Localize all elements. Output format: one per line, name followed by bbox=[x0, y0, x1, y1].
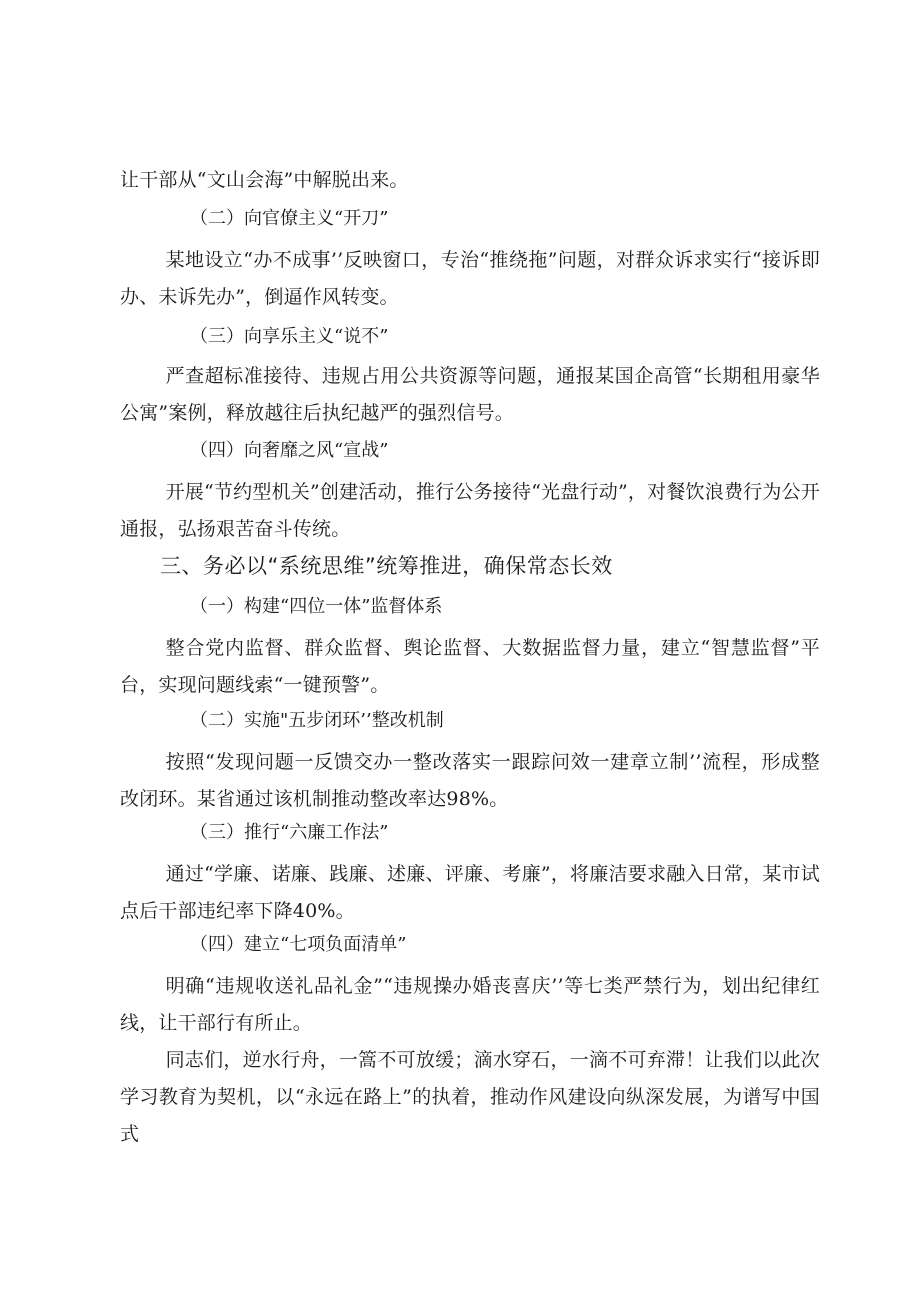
paragraph-closing: 同志们，逆水行舟，一篙不可放缓；滴水穿石，一滴不可弃滞！让我们以此次学习教育为契机，以“永远在路上”的执着，推动作风建设向纵深发展，为谱写中国式 bbox=[120, 1049, 820, 1145]
paragraph-integrity-method: 通过“学廉、诺廉、践廉、述廉、评廉、考廉”，将廉洁要求融入日常，某市试点后干部违纪率下降40%。 bbox=[120, 863, 820, 922]
paragraph-continuation: 让干部从“文山会海”中解脱出来。 bbox=[120, 169, 409, 191]
paragraph-negative-list: 明确“违规收送礼品礼金”“违规操办婚丧喜庆’’等七类严禁行为，划出纪律红线，让干部行有所止。 bbox=[120, 975, 820, 1034]
section-heading-systems-thinking: 三、务必以“系统思维”统筹推进，确保常态长效 bbox=[160, 554, 613, 578]
subheading-supervision-system: （一）构建“四位一体”监督体系 bbox=[190, 596, 443, 617]
paragraph-anti-hedonism: 严查超标准接待、违规占用公共资源等问题，通报某国企高管“长期租用豪华公寓”案例，释放越往后执纪越严的强烈信号。 bbox=[120, 365, 820, 424]
subheading-integrity-method: （三）推行“六廉工作法” bbox=[190, 822, 389, 843]
paragraph-rectification-mechanism: 按照“发现问题一反馈交办一整改落实一跟踪问效一建章立制’’流程，形成整改闭环。某省通过该机制推动整改率达98%。 bbox=[120, 751, 820, 810]
subheading-anti-hedonism: （三）向享乐主义“说不” bbox=[190, 326, 389, 347]
paragraph-anti-extravagance: 开展“节约型机关”创建活动，推行公务接待“光盘行动”，对餐饮浪费行为公开通报，弘扬艰苦奋斗传统。 bbox=[120, 481, 820, 540]
paragraph-supervision-system: 整合党内监督、群众监督、舆论监督、大数据监督力量，建立“智慧监督”平台，实现问题线索“一键预警”。 bbox=[120, 637, 820, 696]
subheading-anti-bureaucratism: （二）向官僚主义“开刀” bbox=[190, 208, 389, 229]
subheading-anti-extravagance: （四）向奢靡之风“宣战” bbox=[190, 440, 389, 461]
subheading-rectification-mechanism: （二）实施"五步闭环’’整改机制 bbox=[190, 710, 444, 731]
subheading-negative-list: （四）建立“七项负面清单” bbox=[190, 934, 407, 955]
paragraph-anti-bureaucratism: 某地设立“办不成事’’反映窗口，专治“推绕拖”问题，对群众诉求实行“接诉即办、未诉先办”，倒逼作风转变。 bbox=[120, 249, 820, 308]
